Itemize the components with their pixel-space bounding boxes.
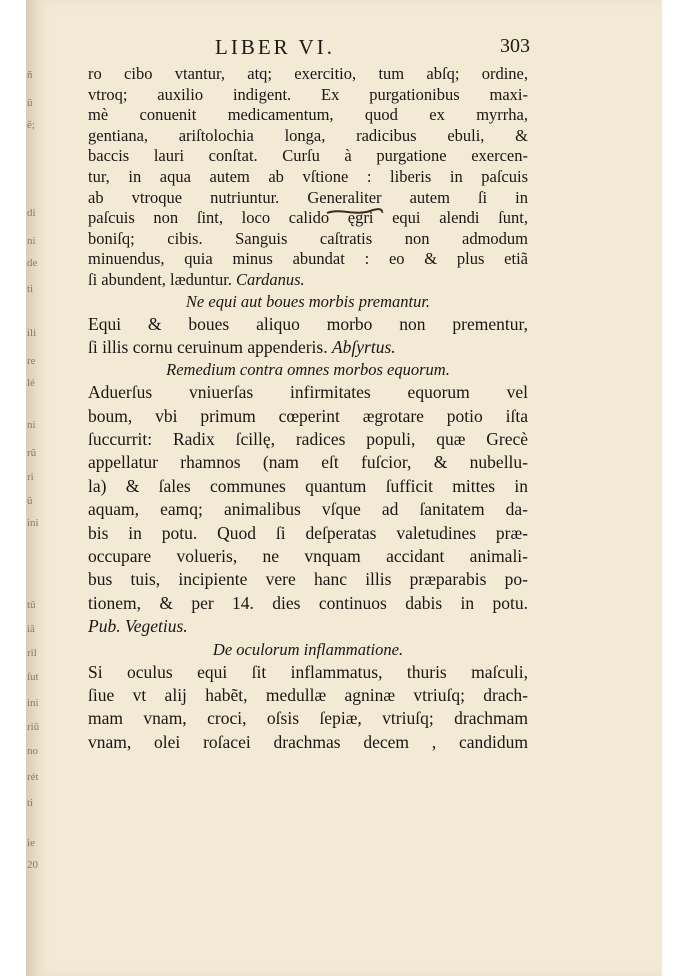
text-line: boniſq; cibis. Sanguis caſtratis non admodum [88, 228, 528, 248]
text-line: bus tuis, incipiente vere hanc illis præparabis po- [88, 569, 528, 590]
margin-fragment: rũ [27, 447, 37, 459]
running-head: LIBER VI. [215, 35, 335, 59]
margin-fragment: ril [27, 647, 37, 659]
text-line: Equi & boues aliquo morbo non prementur, [88, 313, 528, 334]
page-gutter [26, 0, 42, 976]
text-line: ab vtroque nutriuntur. Generaliter autem ſi in [88, 187, 528, 207]
margin-fragment: lé [27, 377, 35, 389]
text-line: ſuccurrit: Radix ſcillę, radices populi, quæ Grecè [88, 429, 528, 450]
margin-fragment: ili [27, 327, 37, 339]
page-number: 303 [500, 35, 530, 57]
margin-fragment: tũ [27, 599, 36, 611]
section-cardanus [88, 64, 528, 291]
author-citation: Pub. Vegetius. [88, 616, 188, 637]
margin-fragment: de [27, 257, 38, 269]
text-block [88, 64, 528, 754]
margin-fragment: ie [27, 837, 35, 849]
text-line-final [88, 270, 528, 291]
margin-fragment: ni [27, 419, 36, 431]
text-line: bis in potu. Quod ſi deſperatas valetudines præ- [88, 522, 528, 543]
margin-fragment: ũ [27, 495, 33, 507]
text-line: gentiana, ariſtolochia longa, radicibus ebuli, & [88, 125, 528, 145]
text-line: vnam, olei roſacei drachmas decem , candidum [88, 731, 528, 752]
margin-fragment: ſut [27, 671, 39, 683]
text-line: ro cibo vtantur, atq; exercitio, tum abſq; ordine, [88, 64, 528, 83]
page-header [200, 35, 530, 61]
margin-fragment: riũ [27, 721, 40, 733]
text-line: mè conuenit medicamentum, quod ex myrrha, [88, 105, 528, 125]
section-vegetius [88, 381, 528, 638]
text-line-end: ſi illis cornu ceruinum appenderis. [88, 336, 328, 357]
text-line: ſiue vt alij habẽt, medullæ agninæ vtriuſq; drach- [88, 685, 528, 705]
section-oculorum [88, 661, 528, 755]
margin-fragment: iã [27, 623, 35, 635]
text-line: minuendus, quia minus abundat : eo & plus etiã [88, 249, 528, 269]
margin-fragment: ũ [27, 97, 33, 109]
margin-fragment: ri [27, 471, 34, 483]
text-line: Si oculus equi ſit inflammatus, thuris maſculi, [88, 661, 528, 682]
text-line: boum, vbi primum cœperint ægrotare potio iſta [88, 405, 528, 426]
text-line: occupare volueris, ne vnquam accidant animali- [88, 546, 528, 567]
margin-fragment: ini [27, 517, 39, 529]
text-line: mam vnam, croci, oſsis ſepiæ, vtriuſq; drachmam [88, 708, 528, 729]
text-line: appellatur rhamnos (nam eſt fuſcior, & nubellu- [88, 452, 528, 473]
text-line: tionem, & per 14. dies continuos dabis in potu. [88, 592, 528, 613]
margin-fragment: ti [27, 283, 34, 295]
section-heading: De oculorum inflammatione. [212, 639, 404, 659]
section-absyrtus [88, 313, 528, 360]
text-line-end: ſi abundent, læduntur. [88, 269, 232, 289]
margin-fragment: re [27, 355, 36, 367]
margin-fragment: ni [27, 235, 36, 247]
ink-stroke-mark [325, 207, 385, 217]
author-citation: Abſyrtus. [331, 336, 396, 357]
text-line: Aduerſus vniuerſas infirmitates equorum vel [88, 382, 528, 403]
text-line: baccis lauri conſtat. Curſu à purgatione exercen- [88, 146, 528, 166]
text-line-final [88, 336, 528, 359]
margin-fragment: ini [27, 697, 39, 709]
text-line: vtroq; auxilio indigent. Ex purgationibus maxi- [88, 84, 528, 104]
text-line: aquam, eamq; animalibus vſque ad ſanitatem da- [88, 499, 528, 520]
author-citation: Cardanus. [236, 269, 305, 289]
margin-fragment: ti [27, 797, 34, 809]
section-heading: Ne equi aut boues morbis premantur. [185, 291, 431, 311]
text-line: paſcuis non ſint, loco calido ęgri equi alendi ſunt, [88, 208, 528, 228]
margin-fragment: ẽ; [27, 119, 35, 131]
text-line-final [88, 615, 528, 638]
section-heading: Remedium contra omnes morbos equorum. [166, 360, 450, 380]
text-line: tur, in aqua autem ab vſtione : liberis in paſcuis [88, 166, 528, 186]
margin-fragment: ñ [27, 69, 33, 81]
margin-fragment: 20 [27, 859, 38, 871]
margin-fragment: rét [27, 771, 39, 783]
margin-fragment: no [27, 745, 38, 757]
right-edge [662, 0, 690, 976]
text-line: la) & ſales communes quantum ſufficit mittes in [88, 475, 528, 496]
margin-fragment: di [27, 207, 36, 219]
